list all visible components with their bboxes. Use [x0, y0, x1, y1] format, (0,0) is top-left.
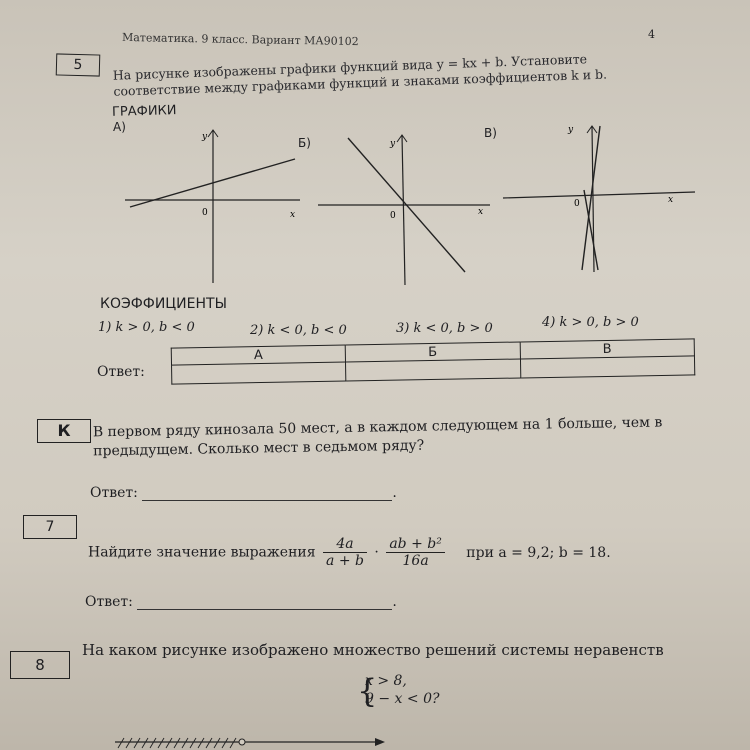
answer-table	[171, 338, 696, 384]
graph-b-origin: 0	[390, 211, 396, 221]
answer-cell-b[interactable]	[346, 359, 521, 381]
fraction-2-denominator: 16a	[402, 553, 429, 569]
number-line-partial	[110, 732, 390, 750]
graph-b	[310, 130, 500, 290]
task6-answer: Ответ: .	[90, 485, 397, 501]
system-brace: {	[357, 672, 378, 710]
task7-text-before: Найдите значение выражения	[88, 544, 316, 561]
fraction-1	[323, 536, 367, 569]
task5-text: На рисунке изображены графики функций вида y = kx + b. Установите соответствие между графиками функций и знаками коэффициентов k и b.	[112, 51, 608, 99]
answer-header-a: А	[171, 345, 345, 365]
task7-text-after: при a = 9,2; b = 18.	[466, 544, 611, 561]
coefficient-option-3: 3) k < 0, b > 0	[396, 321, 493, 336]
graph-b-y-label: y	[390, 139, 396, 149]
task-number-6: К	[37, 419, 91, 443]
task-number-5: 5	[56, 53, 101, 76]
graph-a-origin: 0	[202, 208, 208, 218]
task-number-7: 7	[23, 515, 77, 539]
answer-header-b: Б	[345, 342, 520, 362]
graph-a-y-label: y	[202, 132, 208, 142]
coefficient-option-4: 4) k > 0, b > 0	[542, 315, 639, 330]
fraction-1-numerator: 4a	[323, 536, 367, 553]
answer-cell-c[interactable]	[520, 356, 695, 378]
coefficients-title: КОЭФФИЦИЕНТЫ	[100, 296, 227, 312]
fraction-2	[386, 536, 445, 569]
graph-c-y-label: y	[568, 125, 574, 135]
graph-c-origin: 0	[574, 199, 580, 209]
graph-a-label: А)	[113, 120, 126, 134]
inequality-system	[357, 672, 440, 710]
graph-a-x-label: x	[290, 210, 296, 220]
task7-answer-field[interactable]	[137, 609, 392, 610]
multiply-dot: ·	[374, 544, 379, 561]
task7-answer-label: Ответ:	[85, 594, 133, 610]
task6-answer-label: Ответ:	[90, 485, 138, 501]
answer-header-c: В	[520, 339, 695, 359]
graph-c-label: В)	[484, 126, 497, 140]
system-line-2: 9 − x < 0?	[365, 691, 440, 707]
page-number: 4	[648, 28, 655, 41]
coefficient-option-2: 2) k < 0, b < 0	[250, 323, 347, 338]
page-header: Математика. 9 класс. Вариант МА90102	[121, 30, 359, 49]
graph-c	[500, 120, 700, 280]
graph-a	[120, 125, 310, 285]
fraction-2-numerator: ab + b²	[386, 536, 445, 553]
graph-b-label: Б)	[298, 136, 311, 150]
graph-b-x-label: x	[478, 207, 484, 217]
system-line-1: x > 8,	[365, 673, 407, 689]
task6-text: В первом ряду кинозала 50 мест, а в каждом следующем на 1 больше, чем в предыдущем. Сколько мест в седьмом ряду?	[92, 414, 663, 460]
coefficient-option-1: 1) k > 0, b < 0	[98, 320, 195, 335]
graph-c-x-label: x	[668, 195, 674, 205]
answer-cell-a[interactable]	[172, 362, 346, 384]
task6-answer-field[interactable]	[142, 500, 392, 501]
task-number-8: 8	[10, 651, 70, 679]
fraction-1-denominator: a + b	[326, 553, 364, 569]
task5-answer-label: Ответ:	[97, 364, 145, 380]
graphs-title: ГРАФИКИ	[111, 103, 177, 120]
task7-text	[88, 536, 611, 569]
task7-answer: Ответ: .	[85, 594, 397, 610]
task8-text: На каком рисунке изображено множество решений системы неравенств	[82, 641, 664, 659]
